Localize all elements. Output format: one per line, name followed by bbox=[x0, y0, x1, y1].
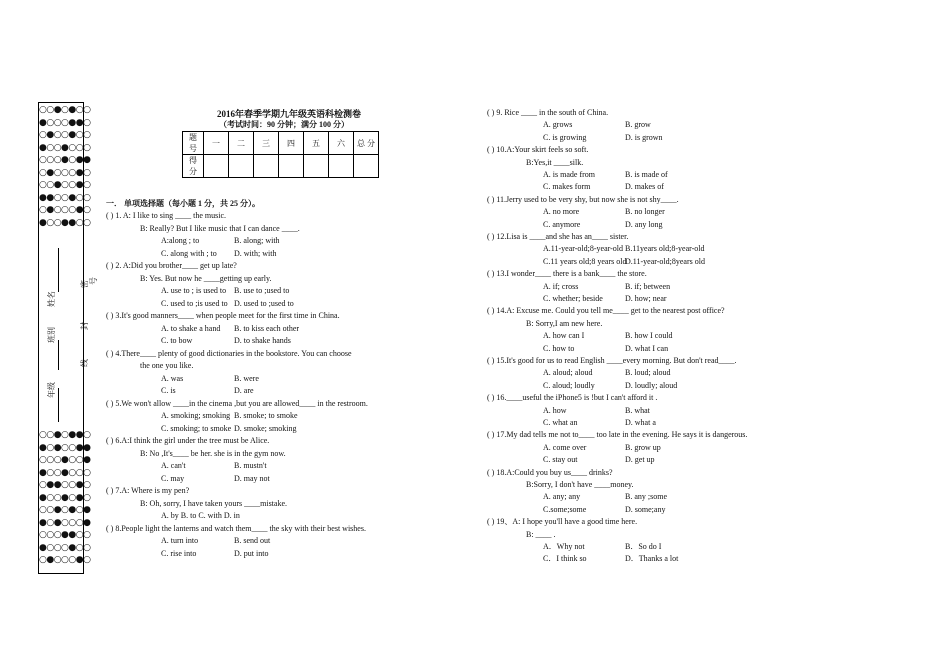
question-stem: ( ) 19、A: I hope you'll have a good time here. bbox=[487, 517, 638, 527]
score-cell[interactable] bbox=[304, 155, 329, 178]
option: C. aloud; loudly bbox=[543, 380, 595, 390]
option: D. to shake hands bbox=[234, 336, 291, 345]
option: B. were bbox=[234, 373, 259, 383]
dot-row: ●○○○●●○ bbox=[39, 117, 91, 128]
option: D. how; near bbox=[625, 294, 667, 303]
option: D. are bbox=[234, 386, 254, 395]
option: C. is growing bbox=[543, 132, 587, 142]
option: B. use to ;used to bbox=[234, 286, 290, 295]
option: A.11-year-old;8-year-old bbox=[543, 244, 624, 254]
question-stem: ( ) 11.Jerry used to be very shy, but now she is not shy____. bbox=[487, 194, 679, 204]
option: A:along ; to bbox=[161, 236, 200, 245]
option: A. turn into bbox=[161, 536, 199, 545]
label-number: 号 bbox=[89, 277, 98, 285]
dot-row: ○○●○○●○ bbox=[39, 180, 91, 190]
score-col-3: 三 bbox=[254, 132, 279, 155]
dot-row: ○○○●○○● bbox=[39, 455, 91, 465]
option: D. with; with bbox=[234, 248, 277, 258]
question-stem: ( ) 16.____useful the iPhone5 is !but I can't afford it . bbox=[487, 393, 658, 403]
question-stem: ( ) 1. A: I like to sing ____ the music. bbox=[106, 211, 226, 220]
dot-row: ○○●○●○○ bbox=[39, 105, 91, 115]
dot-row: ●○●○○●● bbox=[39, 442, 91, 453]
score-cell[interactable] bbox=[329, 155, 354, 178]
option: C. may bbox=[161, 473, 185, 483]
seal-word-seal: 封 bbox=[80, 322, 89, 330]
score-col-5: 五 bbox=[304, 132, 329, 155]
option: D. is grown bbox=[625, 132, 663, 142]
score-row-label-number: 题 号 bbox=[183, 132, 204, 155]
seal-word-line: 线 bbox=[80, 359, 89, 367]
question-stem: ( ) 5.We won't allow ____in the cinema ,but you are allowed____ in the restroom. bbox=[106, 398, 368, 408]
option: B. grow bbox=[625, 120, 651, 130]
option: A. grows bbox=[543, 120, 573, 130]
dot-row: ●○○●●○○ bbox=[39, 217, 91, 228]
question-stem: ( ) 13.I wonder____ there is a bank____ the store. bbox=[487, 269, 647, 279]
option: C. along with ; to bbox=[161, 248, 217, 258]
option: A. to shake a hand bbox=[161, 323, 221, 333]
option: D. makes of bbox=[625, 182, 664, 192]
score-table bbox=[182, 131, 379, 178]
question-line: B: Yes. But now he ____getting up early. bbox=[140, 273, 272, 283]
binding-strip bbox=[38, 102, 91, 574]
question-line: B: Sorry,I am new here. bbox=[526, 318, 603, 328]
question-line: B: ____ . bbox=[526, 529, 556, 539]
option: A. was bbox=[161, 373, 184, 383]
question-stem: ( ) 10.A:Your skirt feels so soft. bbox=[487, 145, 589, 155]
dot-row: ●○○○●○○ bbox=[39, 542, 91, 553]
option: C．I think so bbox=[543, 554, 587, 564]
question-stem: ( ) 8.People light the lanterns and watch them____ the sky with their best wishes. bbox=[106, 523, 366, 533]
option: C. whether; beside bbox=[543, 294, 603, 303]
question-stem: ( ) 15.It's good for us to read English ____every morning. But don't read____. bbox=[487, 356, 737, 365]
option: A. aloud; aloud bbox=[543, 368, 593, 378]
question-line: B:Sorry, I don't have ____money. bbox=[526, 480, 634, 489]
dot-row: ○○●○●●○ bbox=[39, 430, 91, 440]
dot-row: ○●○○●○○ bbox=[39, 130, 91, 140]
question-line: B:Yes,it ____silk. bbox=[526, 157, 584, 167]
page-title: 2016年春季学期九年级英语科检测卷 bbox=[217, 109, 362, 119]
option: A. how can I bbox=[543, 331, 585, 341]
option: D. get up bbox=[625, 455, 655, 465]
option: C. smoking; to smoke bbox=[161, 423, 232, 433]
option: C. to bow bbox=[161, 336, 193, 345]
question-stem: ( ) 7.A: Where is my pen? bbox=[106, 486, 190, 495]
option: A. come over bbox=[543, 442, 587, 452]
option: A. how bbox=[543, 405, 567, 415]
option: B. is made of bbox=[625, 170, 668, 179]
option: A. smoking; smoking bbox=[161, 411, 231, 420]
option: D. used to ;used to bbox=[234, 298, 294, 308]
option: D. any long bbox=[625, 219, 663, 229]
option: A．Why not bbox=[543, 542, 585, 551]
option: D. put into bbox=[234, 548, 269, 558]
exam-info: （考试时间：90 分钟；满分 100 分） bbox=[219, 120, 349, 129]
question-line: B: Really? But I like music that I can dance ____. bbox=[140, 223, 300, 233]
score-row-label-score: 得 分 bbox=[183, 155, 204, 178]
option: A. use to ; is used to bbox=[161, 286, 227, 295]
question-line: the one you like. bbox=[140, 361, 194, 370]
dot-block-top bbox=[39, 104, 91, 229]
score-col-1: 一 bbox=[204, 132, 229, 155]
dot-row: ○○○●○●● bbox=[39, 155, 91, 165]
question-stem: ( ) 4.There____ plenty of good dictionaries in the bookstore. You can choose bbox=[106, 348, 352, 358]
dot-row: ●○○●○●○ bbox=[39, 492, 91, 503]
option: C. rise into bbox=[161, 548, 197, 558]
option: D.11-year-old;8years old bbox=[625, 256, 705, 266]
seal-word-secret: 密 bbox=[80, 280, 89, 288]
option: A. can't bbox=[161, 461, 186, 470]
option: D. smoke; smoking bbox=[234, 423, 297, 433]
option: C.some;some bbox=[543, 504, 587, 514]
question-stem: ( ) 17.My dad tells me not to____ too late in the evening. He says it is dangerous. bbox=[487, 430, 748, 440]
label-grade: 年级 bbox=[47, 382, 56, 398]
option: B. send out bbox=[234, 536, 271, 545]
score-header-row bbox=[183, 132, 379, 155]
dot-row: ○○●○●○● bbox=[39, 505, 91, 515]
dot-row: ●●○○●○○ bbox=[39, 192, 91, 203]
option: B. loud; aloud bbox=[625, 368, 671, 378]
option: B. any ;some bbox=[625, 492, 667, 502]
option: B. along; with bbox=[234, 236, 280, 245]
dot-row: ○●○○○●○ bbox=[39, 205, 91, 215]
option: B. how I could bbox=[625, 331, 673, 341]
dot-row: ●○○●○○○ bbox=[39, 142, 91, 153]
option: A. is made from bbox=[543, 170, 595, 179]
option: A. any; any bbox=[543, 492, 581, 502]
blank-line-grade bbox=[58, 388, 59, 422]
question-stem: ( ) 2. A:Did you brother____ get up late? bbox=[106, 261, 237, 270]
option: B. no longer bbox=[625, 207, 665, 217]
score-cell[interactable] bbox=[254, 155, 279, 178]
option: D. what I can bbox=[625, 343, 669, 353]
option-row: A. by B. to C. with D. in bbox=[161, 511, 240, 520]
option: C. anymore bbox=[543, 219, 581, 229]
option: D. some;any bbox=[625, 504, 666, 514]
dot-row: ○●○○○●○ bbox=[39, 167, 91, 178]
option: B. to kiss each other bbox=[234, 323, 300, 333]
question-stem: ( ) 6.A:I think the girl under the tree must be Alice. bbox=[106, 436, 270, 445]
score-cell[interactable] bbox=[204, 155, 229, 178]
option: C. makes form bbox=[543, 182, 591, 192]
dot-row: ●○○●○○○ bbox=[39, 467, 91, 478]
score-cell[interactable] bbox=[229, 155, 254, 178]
option: B. smoke; to smoke bbox=[234, 411, 298, 420]
option: D. what a bbox=[625, 418, 656, 427]
question-line: B: No ,It's____ be her. she is in the gym now. bbox=[140, 448, 286, 458]
option: C. what an bbox=[543, 418, 578, 427]
question-stem: ( ) 18.A:Could you buy us____ drinks? bbox=[487, 467, 613, 477]
dot-row: ●○●○○○● bbox=[39, 517, 91, 528]
question-stem: ( ) 9. Rice ____ in the south of China. bbox=[487, 108, 609, 117]
option: D．Thanks a lot bbox=[625, 554, 679, 564]
question-stem: ( ) 3.It's good manners____ when people meet for the first time in China. bbox=[106, 311, 340, 320]
score-value-row bbox=[183, 155, 379, 178]
option: B．So do I bbox=[625, 542, 662, 551]
label-name: 姓名 bbox=[47, 291, 56, 307]
section-heading: 一． 单项选择题（每小题 1 分，共 25 分）。 bbox=[106, 199, 260, 208]
score-cell[interactable] bbox=[279, 155, 304, 178]
question-line: B: Oh, sorry, I have taken yours ____mistake. bbox=[140, 498, 288, 508]
blank-line-name bbox=[58, 248, 59, 292]
option: D. may not bbox=[234, 473, 270, 483]
option: B. if; between bbox=[625, 281, 671, 291]
dot-row: ○●●○○●○ bbox=[39, 480, 91, 490]
option: B.11years old;8-year-old bbox=[625, 244, 705, 254]
blank-line-class bbox=[58, 340, 59, 370]
option: B. grow up bbox=[625, 442, 661, 452]
score-cell[interactable] bbox=[354, 155, 379, 178]
option: A. no more bbox=[543, 207, 580, 217]
dot-row: ○○○●●○○ bbox=[39, 530, 91, 540]
question-stem: ( ) 14.A: Excuse me. Could you tell me____ get to the nearest post office? bbox=[487, 306, 725, 316]
label-class: 班别 bbox=[47, 327, 56, 343]
score-col-2: 二 bbox=[229, 132, 254, 155]
option: C. stay out bbox=[543, 455, 578, 465]
option: A. if; cross bbox=[543, 281, 579, 291]
dot-block-bottom bbox=[39, 429, 91, 567]
score-col-4: 四 bbox=[279, 132, 304, 155]
score-col-6: 六 bbox=[329, 132, 354, 155]
option: D. loudly; aloud bbox=[625, 380, 678, 390]
option: C. is bbox=[161, 386, 176, 395]
option: B. mustn't bbox=[234, 461, 267, 470]
dot-row: ○●○○○●○ bbox=[39, 555, 91, 565]
option: C. used to ;is used to bbox=[161, 298, 228, 308]
option: C.11 years old;8 years old bbox=[543, 256, 627, 266]
question-stem: ( ) 12.Lisa is ____and she has an____ sister. bbox=[487, 232, 629, 241]
option: C. how to bbox=[543, 343, 575, 353]
score-col-total: 总 分 bbox=[354, 132, 379, 155]
option: B. what bbox=[625, 405, 650, 415]
